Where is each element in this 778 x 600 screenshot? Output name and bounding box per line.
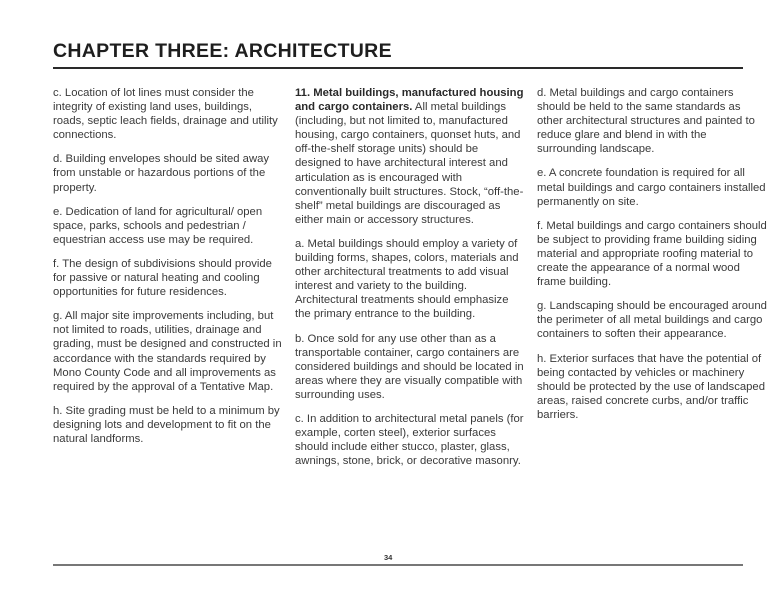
section-11-intro [295, 86, 527, 227]
section-11-heading: 11. Metal buildings, manufactured housing and cargo containers. [295, 87, 524, 114]
paragraph-g: g. All major site improvements including, but not limited to roads, utilities, drainage and grading, must be designed and constructed in accordance with the standards required by Mono County Code and all improvements as required by the approval of a Tentative Map. [53, 310, 282, 393]
paragraph-h: h. Exterior surfaces that have the potential of being contacted by vehicles or machinery should be protected by the use of landscaped areas, raised concrete curbs, and/or traffic barriers. [537, 352, 765, 421]
paragraph-a: a. Metal buildings should employ a variety of building forms, shapes, colors, materials and other architectural treatments to add visual interest and variety to the building. Architectural treatments should emphasize the primary entrance to the building. [295, 237, 519, 321]
section-11-body: All metal buildings (including, but not limited to, manufactured housing, cargo containers, quonset huts, and off-the-shelf storage units) should be designed to have architectural interest and articulation as is encouraged with conventionally built structures. Stock, “off-the-shelf” metal buildings are discouraged as either main or accessory structures. [295, 101, 524, 226]
paragraph-h: h. Site grading must be held to a minimum by designing lots and development to fit on the natural landforms. [53, 404, 280, 445]
paragraph-e: e. Dedication of land for agricultural/ open space, parks, schools and pedestrian / equestrian access use may be required. [53, 205, 263, 246]
column-right [537, 86, 769, 432]
paragraph-d: d. Metal buildings and cargo containers should be held to the same standards as other architectural structures and painted to reduce glare and blend in with the surrounding landscape. [537, 87, 755, 156]
paragraph-e: e. A concrete foundation is required for all metal buildings and cargo containers installed permanently on site. [537, 167, 766, 208]
paragraph-d: d. Building envelopes should be sited away from unstable or hazardous portions of the property. [53, 153, 270, 194]
paragraph-g: g. Landscaping should be encouraged around the perimeter of all metal buildings and cargo containers to soften their appearance. [537, 300, 767, 341]
column-middle [295, 86, 527, 478]
paragraph-b: b. Once sold for any use other than as a transportable container, cargo containers are considered buildings and should be located in areas where they are visually compatible with surrounding uses. [295, 332, 524, 401]
title-divider [53, 67, 743, 69]
column-left [53, 86, 285, 456]
paragraph-f: f. The design of subdivisions should provide for passive or natural heating and cooling opportunities for future residences. [53, 257, 272, 299]
page-number: 34 [384, 553, 393, 562]
page-title: CHAPTER THREE: ARCHITECTURE [53, 40, 392, 62]
paragraph-f: f. Metal buildings and cargo containers should be subject to providing frame building siding material and appropriate roofing material to create the appearance of a normal wood frame building. [537, 219, 767, 289]
footer-divider [53, 564, 743, 566]
paragraph-c: c. Location of lot lines must consider the integrity of existing land uses, buildings, roads, septic leach fields, drainage and utility connections. [53, 87, 278, 142]
paragraph-c: c. In addition to architectural metal panels (for example, corten steel), exterior surfaces should include either stucco, plaster, glass, awnings, stone, brick, or decorative masonry. [295, 412, 524, 468]
